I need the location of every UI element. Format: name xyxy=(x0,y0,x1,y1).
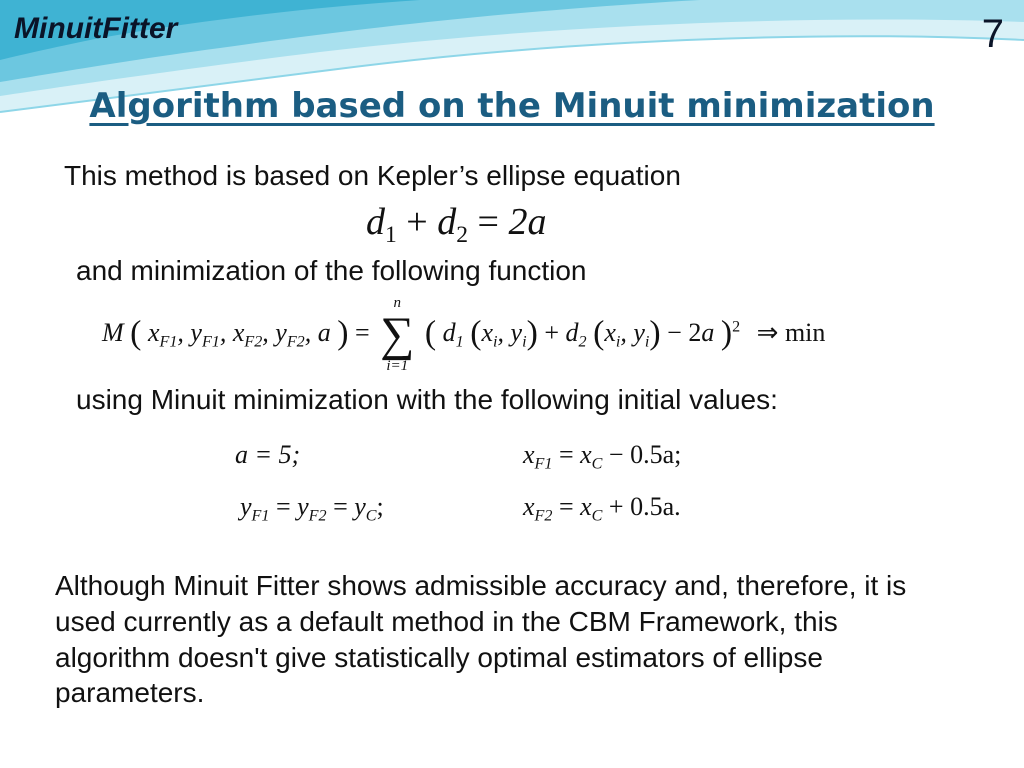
minimization-text: and minimization of the following function xyxy=(76,255,587,286)
sum-operator: n ∑ i=1 xyxy=(380,295,415,374)
initial-values-text: using Minuit minimization with the following initial values: xyxy=(76,384,778,415)
slide-heading: Algorithm based on the Minuit minimization xyxy=(89,86,935,126)
conclusion-paragraph: Although Minuit Fitter shows admissible accuracy and, therefore, it is used currently as a default method in the CBM Framework, this algorithm doesn't give statistically optimal estimators of ellipse parameters. xyxy=(55,570,907,709)
init-xf2: $x_{F2} = x_C + 0.5a$. xyxy=(523,492,681,525)
init-xf1: $x_{F1} = x_C - 0.5a$; xyxy=(523,440,682,473)
objective-function: M ( $x_{F1}$, $y_{F1}$, $x_{F2}$, $y_{F2}$, a ) = n ∑ i=1 ( $d_1$ ($x_i$, $y_i) + d_2$ ($x_i$, $y_i) - 2a$ )$^2$ ⇒ min xyxy=(102,295,826,374)
corner-title: MinuitFitter xyxy=(14,12,178,45)
intro-text: This method is based on Kepler’s ellipse equation xyxy=(64,160,681,191)
slide-number: 7 xyxy=(981,12,1004,56)
init-a: a = 5; xyxy=(235,440,301,469)
kepler-equation: $d_1 + d_2 = 2a$ xyxy=(366,201,547,249)
init-yf: $y_{F1} = y_{F2} = y_C$; xyxy=(240,492,384,525)
